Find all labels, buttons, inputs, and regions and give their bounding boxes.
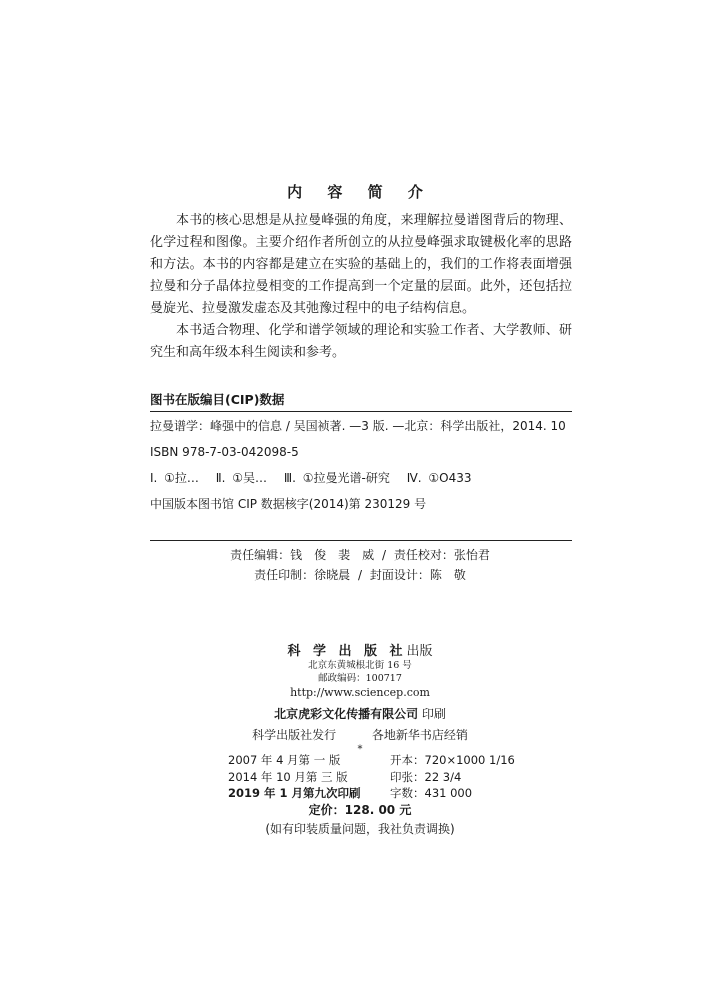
edition-info: 2014 年 10 月第 三 版	[228, 769, 348, 784]
summary-title: 内 容 简 介	[287, 183, 433, 201]
summary-paragraph: 本书适合物理、化学和谱学领域的理论和实验工作者、大学教师、研究生和高年级本科生阅读和参考。	[150, 323, 572, 360]
distributor: 科学出版社发行	[252, 728, 337, 742]
staff-row	[0, 545, 720, 565]
cip-heading: 图书在版编目(CIP)数据	[150, 392, 285, 407]
printer-name: 北京虎彩文化传播有限公司	[274, 707, 419, 721]
publisher-name: 科 学 出 版 社	[287, 644, 407, 659]
divider	[150, 540, 572, 541]
divider	[150, 411, 572, 412]
printer-suffix: 印刷	[421, 707, 446, 721]
spec-info: 开本：720×1000 1/16	[390, 753, 515, 767]
cip-number: 中国版本图书馆 CIP 数据核字(2014)第 230129 号	[150, 497, 427, 511]
spec-info: 印张：22 3/4	[390, 769, 462, 784]
staff-separator: /	[357, 568, 363, 582]
spec-row	[228, 769, 528, 786]
quality-note: (如有印装质量问题，我社负责调换)	[265, 822, 455, 836]
staff-row	[0, 565, 720, 585]
staff-proofreader: 责任校对：张怡君	[393, 548, 490, 562]
cip-class: Ⅰ. ①拉…	[150, 471, 199, 485]
cip-record	[150, 416, 570, 514]
edition-specs	[228, 752, 528, 802]
staff-cover-design: 封面设计：陈 敬	[369, 568, 466, 582]
publisher-postcode: 邮政编码：100717	[318, 673, 402, 684]
publisher-address: 北京东黄城根北街 16 号	[308, 660, 412, 671]
cip-class: Ⅲ. ①拉曼光谱-研究	[283, 471, 390, 485]
price: 定价：128. 00 元	[308, 803, 412, 817]
cip-class: Ⅳ. ①O433	[406, 471, 472, 485]
separator-star: *	[357, 744, 363, 755]
spec-info: 字数：431 000	[390, 786, 473, 800]
cip-class: Ⅱ. ①吴…	[215, 471, 268, 485]
summary-text	[150, 210, 572, 364]
staff-credits	[0, 545, 720, 585]
cip-record-line: 拉曼谱学：峰强中的信息 / 吴国祯著. —3 版. —北京：科学出版社，2014. 10	[150, 419, 566, 433]
edition-info: 2019 年 1 月第九次印刷	[228, 786, 361, 800]
staff-print-manager: 责任印制：徐晓晨	[254, 568, 351, 582]
sellers: 各地新华书店经销	[371, 728, 468, 742]
publisher-suffix: 出版	[406, 644, 433, 659]
publisher-block	[0, 640, 720, 755]
summary-paragraph: 本书的核心思想是从拉曼峰强的角度，来理解拉曼谱图背后的物理、化学过程和图像。主要介绍作者所创立的从拉曼峰强求取键极化率的思路和方法。本书的内容都是建立在实验的基础上的，我们的工作将表面增强拉曼和分子晶体拉曼相变的工作提高到一个定量的层面。此外，还包括拉曼旋光、拉曼激发虚态及其弛豫过程中的电子结构信息。	[150, 213, 572, 316]
cip-classification	[150, 468, 570, 488]
staff-editor: 责任编辑：钱 俊 裴 威	[230, 548, 375, 562]
cip-isbn: ISBN 978-7-03-042098-5	[150, 445, 299, 459]
spec-row	[228, 752, 528, 769]
publisher-url: http://www.sciencep.com	[290, 686, 430, 699]
staff-separator: /	[381, 548, 387, 562]
spec-row	[228, 785, 528, 802]
edition-info: 2007 年 4 月第 一 版	[228, 753, 341, 767]
distribution	[0, 725, 720, 745]
